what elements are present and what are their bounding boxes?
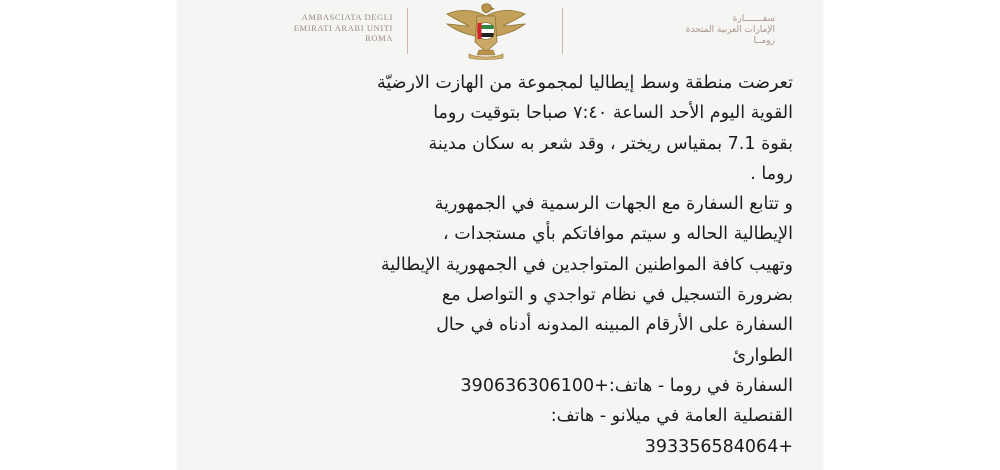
notice-line: القوية اليوم الأحد الساعة ٧:٤٠ صباحا بتوقيت روما xyxy=(433,103,793,124)
letterhead-latin-name xyxy=(225,12,393,44)
notice-line: تعرضت منطقة وسط إيطاليا لمجموعة من الهازت الارضيّة xyxy=(376,73,793,93)
letterhead-arabic-name xyxy=(575,14,775,47)
notice-body xyxy=(207,68,793,462)
notice-line: الطوارئ xyxy=(732,345,793,366)
embassy-rome-phone-line: السفارة في روما - هاتف:+390636306100 xyxy=(460,375,793,396)
letterhead-arabic-line: الإمارات العربية المتحدة xyxy=(685,25,775,35)
notice-line: روما . xyxy=(750,163,793,184)
letterhead-arabic-line: رومــا xyxy=(753,36,775,46)
notice-line: السفارة على الأرقام المبينه المدونه أدناه في حال xyxy=(436,315,793,336)
notice-line: الإيطالية الحاله و سيتم موافاتكم بأي مستجدات ، xyxy=(443,224,793,245)
uae-falcon-emblem-icon xyxy=(439,2,533,60)
letterhead-latin-line: ROMA xyxy=(365,33,393,43)
letterhead-latin-line: EMIRATI ARABI UNITI xyxy=(293,22,393,33)
consulate-milan-phone-number: +393356584064 xyxy=(644,436,793,457)
consulate-milan-phone-label: القنصلية العامة في ميلانو - هاتف: xyxy=(550,406,793,427)
letterhead xyxy=(177,0,823,68)
notice-line: بقوة 7.1 بمقياس ريختر ، وقد شعر به سكان مدينة xyxy=(428,133,793,154)
embassy-notice-document xyxy=(177,0,823,470)
notice-line: بضرورة التسجيل في نظام تواجدي و التواصل مع xyxy=(441,285,793,306)
letterhead-latin-line: AMBASCIATA DEGLI xyxy=(301,12,393,22)
letterhead-arabic-line: سفـــــــارة xyxy=(732,14,775,24)
notice-line: وتهيب كافة المواطنين المتواجدين في الجمهورية الإيطالية xyxy=(380,254,793,275)
notice-line: و تتابع السفارة مع الجهات الرسمية في الجمهورية xyxy=(434,194,793,215)
letterhead-divider-right xyxy=(562,8,563,54)
letterhead-divider-left xyxy=(407,8,408,54)
